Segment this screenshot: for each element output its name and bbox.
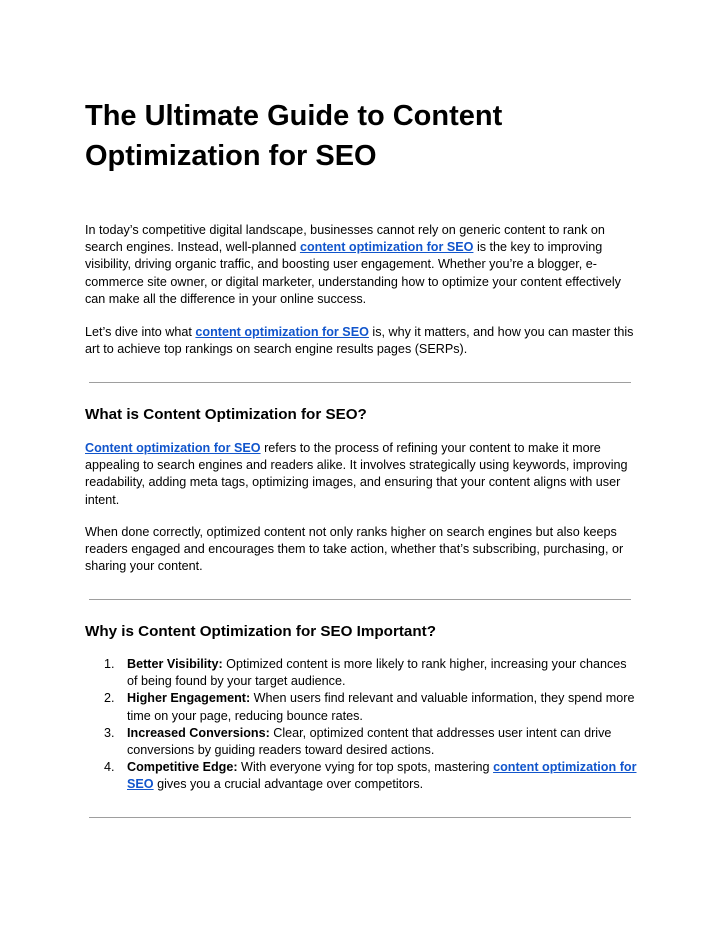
list-item bbox=[85, 690, 637, 724]
section-heading-what: What is Content Optimization for SEO? bbox=[85, 406, 367, 423]
horizontal-divider bbox=[89, 817, 631, 818]
list-item bbox=[85, 759, 637, 793]
list-item bbox=[85, 656, 637, 690]
horizontal-divider bbox=[89, 382, 631, 383]
horizontal-divider bbox=[89, 599, 631, 600]
list-item-text: gives you a crucial advantage over competitors. bbox=[153, 777, 424, 792]
list-item-text: With everyone vying for top spots, mastering bbox=[237, 760, 494, 775]
content-optimization-link[interactable]: content optimization for SEO bbox=[195, 325, 369, 339]
list-number: 2. bbox=[104, 691, 115, 706]
what-text: refers to the process of refining your content to make it more appealing to search engines and readers alike. It involves strategically using keywords, improving readability, adding meta tags, optimizing images, and ensuring that your content aligns with user intent. bbox=[85, 441, 628, 507]
intro-paragraph-1 bbox=[85, 222, 637, 308]
what-paragraph-1 bbox=[85, 440, 637, 509]
list-item-text: When users find relevant and valuable information, they spend more time on your page, reducing bounce rates. bbox=[127, 691, 635, 723]
list-number: 1. bbox=[104, 657, 115, 671]
list-item-label: Higher Engagement: bbox=[127, 691, 251, 706]
page-title: The Ultimate Guide to Content Optimization for SEO bbox=[85, 100, 503, 172]
list-number: 4. bbox=[104, 760, 115, 775]
list-item-text: Optimized content is more likely to rank higher, increasing your chances of being found by your target audience. bbox=[127, 657, 627, 689]
intro-text: is the key to improving visibility, driving organic traffic, and boosting user engagement. Whether you’re a blogger, e-commerce site owner, or digital marketer, understanding how to optimize your content effectively can make all the difference in your online success. bbox=[85, 240, 621, 306]
intro-text: In today’s competitive digital landscape, businesses cannot rely on generic content to rank on search engines. Instead, well-planned bbox=[85, 223, 605, 255]
content-optimization-link[interactable]: Content optimization for SEO bbox=[85, 441, 261, 455]
list-item-text: Clear, optimized content that addresses user intent can drive conversions by guiding readers toward desired actions. bbox=[127, 725, 612, 758]
list-item-label: Competitive Edge: bbox=[127, 760, 238, 775]
section-heading-why: Why is Content Optimization for SEO Important? bbox=[85, 623, 436, 640]
list-item bbox=[85, 725, 637, 759]
intro-paragraph-2 bbox=[85, 324, 637, 358]
what-paragraph-2: When done correctly, optimized content not only ranks higher on search engines but also keeps readers engaged and encourages them to take action, whether that’s subscribing, purchasing, or sharing your content. bbox=[85, 525, 624, 574]
content-optimization-link[interactable]: content optimization for SEO bbox=[127, 760, 637, 792]
importance-list bbox=[85, 656, 637, 794]
intro-text: Let’s dive into what bbox=[85, 325, 196, 339]
list-item-label: Increased Conversions: bbox=[127, 725, 270, 740]
content-optimization-link[interactable]: content optimization for SEO bbox=[299, 240, 474, 255]
list-number: 3. bbox=[104, 725, 115, 740]
list-item-label: Better Visibility: bbox=[127, 657, 223, 671]
intro-text: is, why it matters, and how you can master this art to achieve top rankings on search engine results pages (SERPs). bbox=[85, 325, 634, 357]
